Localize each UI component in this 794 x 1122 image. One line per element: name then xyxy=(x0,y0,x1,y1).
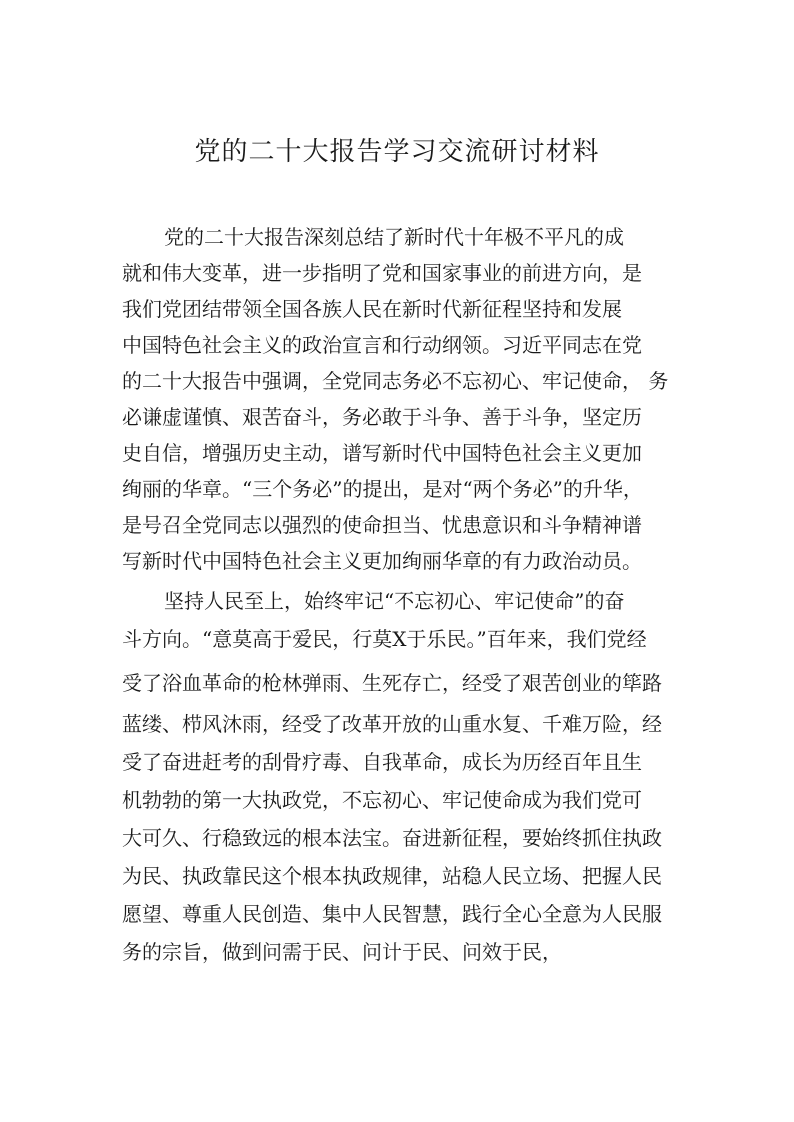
paragraph-1-line: 史自信，增强历史主动，谱写新时代中国特色社会主义更加 xyxy=(122,441,642,465)
paragraph-1-line: 必谦虚谨慎、艰苦奋斗，务必敢于斗争、善于斗争，坚定历 xyxy=(122,405,642,429)
paragraph-1-line: 写新时代中国特色社会主义更加绚丽华章的有力政治动员。 xyxy=(122,549,642,573)
paragraph-2-line: 愿望、尊重人民创造、集中人民智慧，践行全心全意为人民服 xyxy=(122,902,662,926)
paragraph-2-line: 受了浴血革命的枪林弹雨、生死存亡，经受了艰苦创业的筚路 xyxy=(122,671,662,695)
paragraph-1-line: 中国特色社会主义的政治宣言和行动纲领。习近平同志在党 xyxy=(122,333,642,357)
paragraph-1-line: 的二十大报告中强调，全党同志务必不忘初心、牢记使命， 务 xyxy=(122,369,669,393)
paragraph-1-line: 是号召全党同志以强烈的使命担当、忧患意识和斗争精神谱 xyxy=(122,513,642,537)
paragraph-2-line: 斗方向。“意莫高于爱民，行莫X于乐民。”百年来，我们党经 xyxy=(122,627,647,651)
paragraph-1-line: 党的二十大报告深刻总结了新时代十年极不平凡的成 xyxy=(164,225,624,249)
document-title: 党的二十大报告学习交流研讨材料 xyxy=(194,137,600,167)
paragraph-1-line: 就和伟大变革，进一步指明了党和国家事业的前进方向，是 xyxy=(122,261,642,285)
paragraph-2-line: 务的宗旨，做到问需于民、问计于民、问效于民， xyxy=(122,940,562,964)
paragraph-2-line: 受了奋进赶考的刮骨疗毒、自我革命，成长为历经百年且生 xyxy=(122,750,642,774)
paragraph-1-line: 绚丽的华章。“三个务必”的提出，是对“两个务必”的升华， xyxy=(122,477,643,501)
paragraph-2-line: 坚持人民至上，始终牢记“不忘初心、牢记使命”的奋 xyxy=(164,589,625,613)
paragraph-1-line: 我们党团结带领全国各族人民在新时代新征程坚持和发展 xyxy=(122,297,622,321)
paragraph-2-line: 蓝缕、栉风沐雨，经受了改革开放的山重水复、千难万险，经 xyxy=(122,712,662,736)
paragraph-2-line: 机勃勃的第一大执政党，不忘初心、牢记使命成为我们党可 xyxy=(122,788,642,812)
paragraph-2-line: 为民、执政靠民这个根本执政规律，站稳人民立场、把握人民 xyxy=(122,864,662,888)
paragraph-2-line: 大可久、行稳致远的根本法宝。奋进新征程，要始终抓住执政 xyxy=(122,826,662,850)
